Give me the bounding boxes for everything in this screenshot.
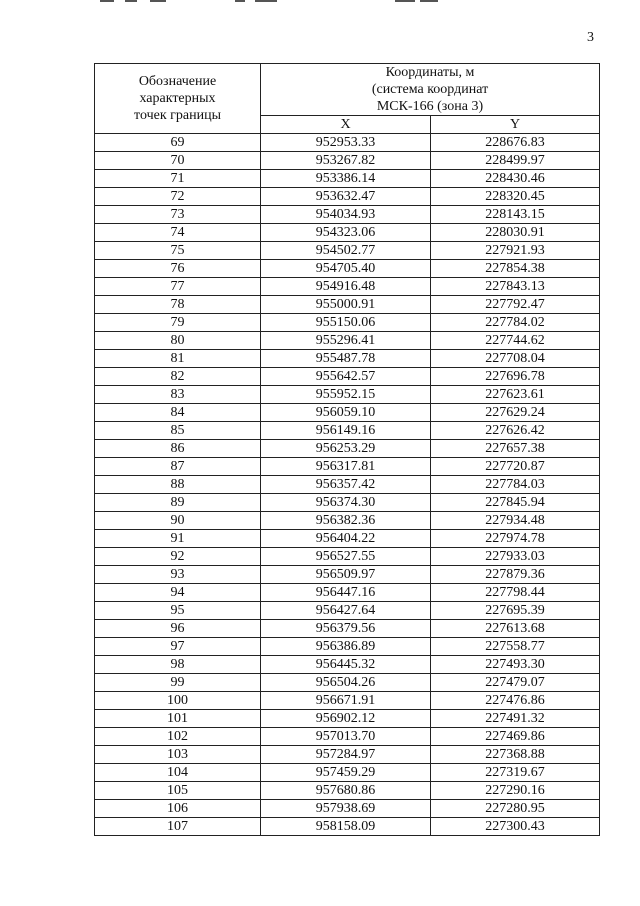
point-id-cell: 73 xyxy=(95,206,261,224)
point-id-cell: 86 xyxy=(95,440,261,458)
y-coordinate-cell: 227479.07 xyxy=(431,674,600,692)
point-id-cell: 93 xyxy=(95,566,261,584)
coordinates-table xyxy=(94,63,600,836)
x-coordinate-cell: 957013.70 xyxy=(261,728,431,746)
y-coordinate-cell: 227613.68 xyxy=(431,620,600,638)
table-row xyxy=(95,368,600,386)
point-id-cell: 85 xyxy=(95,422,261,440)
x-coordinate-cell: 956404.22 xyxy=(261,530,431,548)
point-id-cell: 107 xyxy=(95,818,261,836)
table-body xyxy=(95,134,600,836)
page-number: 3 xyxy=(587,30,594,45)
x-coordinate-cell: 955296.41 xyxy=(261,332,431,350)
table-row xyxy=(95,764,600,782)
point-id-cell: 87 xyxy=(95,458,261,476)
y-coordinate-cell: 227469.86 xyxy=(431,728,600,746)
y-coordinate-cell: 227290.16 xyxy=(431,782,600,800)
table-row xyxy=(95,350,600,368)
point-id-cell: 80 xyxy=(95,332,261,350)
coordinates-header xyxy=(261,64,600,116)
table-row xyxy=(95,440,600,458)
table-row xyxy=(95,476,600,494)
y-coordinate-cell: 227792.47 xyxy=(431,296,600,314)
table-row xyxy=(95,566,600,584)
y-coordinate-cell: 227708.04 xyxy=(431,350,600,368)
x-coordinate-cell: 956253.29 xyxy=(261,440,431,458)
x-coordinate-cell: 956382.36 xyxy=(261,512,431,530)
y-coordinate-cell: 227626.42 xyxy=(431,422,600,440)
table-row xyxy=(95,638,600,656)
point-id-cell: 79 xyxy=(95,314,261,332)
x-coordinate-cell: 956445.32 xyxy=(261,656,431,674)
y-coordinate-cell: 227476.86 xyxy=(431,692,600,710)
x-coordinate-cell: 953386.14 xyxy=(261,170,431,188)
table-row xyxy=(95,152,600,170)
x-coordinate-cell: 954916.48 xyxy=(261,278,431,296)
point-id-cell: 103 xyxy=(95,746,261,764)
y-coordinate-cell: 228499.97 xyxy=(431,152,600,170)
table-row xyxy=(95,584,600,602)
point-id-cell: 94 xyxy=(95,584,261,602)
table-row xyxy=(95,278,600,296)
y-coordinate-cell: 227854.38 xyxy=(431,260,600,278)
x-coordinate-cell: 954705.40 xyxy=(261,260,431,278)
y-coordinate-cell: 227974.78 xyxy=(431,530,600,548)
table-row xyxy=(95,530,600,548)
y-coordinate-cell: 227280.95 xyxy=(431,800,600,818)
point-id-cell: 74 xyxy=(95,224,261,242)
y-coordinate-cell: 228320.45 xyxy=(431,188,600,206)
table-row xyxy=(95,674,600,692)
point-id-cell: 88 xyxy=(95,476,261,494)
y-coordinate-cell: 227933.03 xyxy=(431,548,600,566)
point-id-cell: 81 xyxy=(95,350,261,368)
y-coordinate-cell: 227558.77 xyxy=(431,638,600,656)
table-row xyxy=(95,404,600,422)
x-coordinate-cell: 956374.30 xyxy=(261,494,431,512)
x-coordinate-cell: 956447.16 xyxy=(261,584,431,602)
y-coordinate-cell: 227657.38 xyxy=(431,440,600,458)
point-id-cell: 72 xyxy=(95,188,261,206)
y-coordinate-cell: 227921.93 xyxy=(431,242,600,260)
y-coordinate-cell: 227368.88 xyxy=(431,746,600,764)
point-id-cell: 77 xyxy=(95,278,261,296)
y-coordinate-cell: 227695.39 xyxy=(431,602,600,620)
x-coordinate-cell: 956386.89 xyxy=(261,638,431,656)
table-row xyxy=(95,224,600,242)
table-row xyxy=(95,296,600,314)
y-coordinate-cell: 227623.61 xyxy=(431,386,600,404)
point-id-cell: 100 xyxy=(95,692,261,710)
y-column-header: Y xyxy=(431,116,600,134)
table-row xyxy=(95,314,600,332)
table-row xyxy=(95,386,600,404)
x-coordinate-cell: 956527.55 xyxy=(261,548,431,566)
point-id-cell: 99 xyxy=(95,674,261,692)
table-row xyxy=(95,494,600,512)
y-coordinate-cell: 227720.87 xyxy=(431,458,600,476)
y-coordinate-cell: 227784.02 xyxy=(431,314,600,332)
x-coordinate-cell: 956357.42 xyxy=(261,476,431,494)
point-id-cell: 76 xyxy=(95,260,261,278)
x-coordinate-cell: 955000.91 xyxy=(261,296,431,314)
y-coordinate-cell: 227629.24 xyxy=(431,404,600,422)
point-id-cell: 102 xyxy=(95,728,261,746)
y-coordinate-cell: 228430.46 xyxy=(431,170,600,188)
point-id-cell: 84 xyxy=(95,404,261,422)
y-coordinate-cell: 227744.62 xyxy=(431,332,600,350)
x-coordinate-cell: 956671.91 xyxy=(261,692,431,710)
x-coordinate-cell: 954502.77 xyxy=(261,242,431,260)
point-id-cell: 97 xyxy=(95,638,261,656)
table-row xyxy=(95,800,600,818)
x-coordinate-cell: 956149.16 xyxy=(261,422,431,440)
table-row xyxy=(95,656,600,674)
table-row xyxy=(95,818,600,836)
point-header-line-2: характерных xyxy=(139,91,216,106)
scan-top-marks xyxy=(95,0,455,4)
y-coordinate-cell: 228676.83 xyxy=(431,134,600,152)
x-coordinate-cell: 956902.12 xyxy=(261,710,431,728)
table-row xyxy=(95,458,600,476)
table-row xyxy=(95,332,600,350)
table-row xyxy=(95,620,600,638)
x-coordinate-cell: 954034.93 xyxy=(261,206,431,224)
x-column-header: X xyxy=(261,116,431,134)
table-row xyxy=(95,206,600,224)
point-id-cell: 89 xyxy=(95,494,261,512)
x-coordinate-cell: 955487.78 xyxy=(261,350,431,368)
point-id-cell: 91 xyxy=(95,530,261,548)
table-row xyxy=(95,242,600,260)
x-coordinate-cell: 958158.09 xyxy=(261,818,431,836)
point-id-cell: 101 xyxy=(95,710,261,728)
x-coordinate-cell: 955150.06 xyxy=(261,314,431,332)
table-row xyxy=(95,188,600,206)
coord-header-line-2: (система координат xyxy=(371,82,489,97)
point-id-cell: 104 xyxy=(95,764,261,782)
table-row xyxy=(95,170,600,188)
coord-header-line-3: МСК-166 (зона 3) xyxy=(376,99,484,114)
y-coordinate-cell: 227843.13 xyxy=(431,278,600,296)
table-row xyxy=(95,710,600,728)
point-id-cell: 92 xyxy=(95,548,261,566)
point-id-cell: 71 xyxy=(95,170,261,188)
table-row xyxy=(95,512,600,530)
x-coordinate-cell: 957459.29 xyxy=(261,764,431,782)
point-id-cell: 98 xyxy=(95,656,261,674)
x-coordinate-cell: 956059.10 xyxy=(261,404,431,422)
y-coordinate-cell: 228143.15 xyxy=(431,206,600,224)
point-id-cell: 70 xyxy=(95,152,261,170)
table-header-row xyxy=(95,64,600,116)
y-coordinate-cell: 227696.78 xyxy=(431,368,600,386)
point-id-cell: 83 xyxy=(95,386,261,404)
y-coordinate-cell: 228030.91 xyxy=(431,224,600,242)
y-coordinate-cell: 227493.30 xyxy=(431,656,600,674)
point-id-cell: 95 xyxy=(95,602,261,620)
point-id-cell: 75 xyxy=(95,242,261,260)
table-row xyxy=(95,692,600,710)
y-coordinate-cell: 227491.32 xyxy=(431,710,600,728)
table-row xyxy=(95,782,600,800)
point-header-line-1: Обозначение xyxy=(138,74,217,89)
table-row xyxy=(95,260,600,278)
y-coordinate-cell: 227798.44 xyxy=(431,584,600,602)
point-id-cell: 82 xyxy=(95,368,261,386)
point-id-cell: 106 xyxy=(95,800,261,818)
x-coordinate-cell: 957938.69 xyxy=(261,800,431,818)
y-coordinate-cell: 227845.94 xyxy=(431,494,600,512)
y-coordinate-cell: 227934.48 xyxy=(431,512,600,530)
x-coordinate-cell: 952953.33 xyxy=(261,134,431,152)
x-coordinate-cell: 953267.82 xyxy=(261,152,431,170)
point-id-cell: 90 xyxy=(95,512,261,530)
y-coordinate-cell: 227784.03 xyxy=(431,476,600,494)
x-coordinate-cell: 956317.81 xyxy=(261,458,431,476)
y-coordinate-cell: 227879.36 xyxy=(431,566,600,584)
x-coordinate-cell: 953632.47 xyxy=(261,188,431,206)
point-id-cell: 105 xyxy=(95,782,261,800)
point-header-line-3: точек границы xyxy=(134,108,221,123)
x-coordinate-cell: 954323.06 xyxy=(261,224,431,242)
x-coordinate-cell: 956509.97 xyxy=(261,566,431,584)
x-coordinate-cell: 956504.26 xyxy=(261,674,431,692)
coord-header-line-1: Координаты, м xyxy=(385,65,475,80)
table-row xyxy=(95,728,600,746)
point-id-cell: 78 xyxy=(95,296,261,314)
table-row xyxy=(95,422,600,440)
y-coordinate-cell: 227319.67 xyxy=(431,764,600,782)
table-row xyxy=(95,548,600,566)
point-id-cell: 96 xyxy=(95,620,261,638)
table-row xyxy=(95,602,600,620)
x-coordinate-cell: 956427.64 xyxy=(261,602,431,620)
x-coordinate-cell: 957284.97 xyxy=(261,746,431,764)
point-id-cell: 69 xyxy=(95,134,261,152)
x-coordinate-cell: 956379.56 xyxy=(261,620,431,638)
y-coordinate-cell: 227300.43 xyxy=(431,818,600,836)
x-coordinate-cell: 955952.15 xyxy=(261,386,431,404)
table-row xyxy=(95,134,600,152)
point-designation-header xyxy=(95,64,261,134)
table-row xyxy=(95,746,600,764)
x-coordinate-cell: 955642.57 xyxy=(261,368,431,386)
x-coordinate-cell: 957680.86 xyxy=(261,782,431,800)
